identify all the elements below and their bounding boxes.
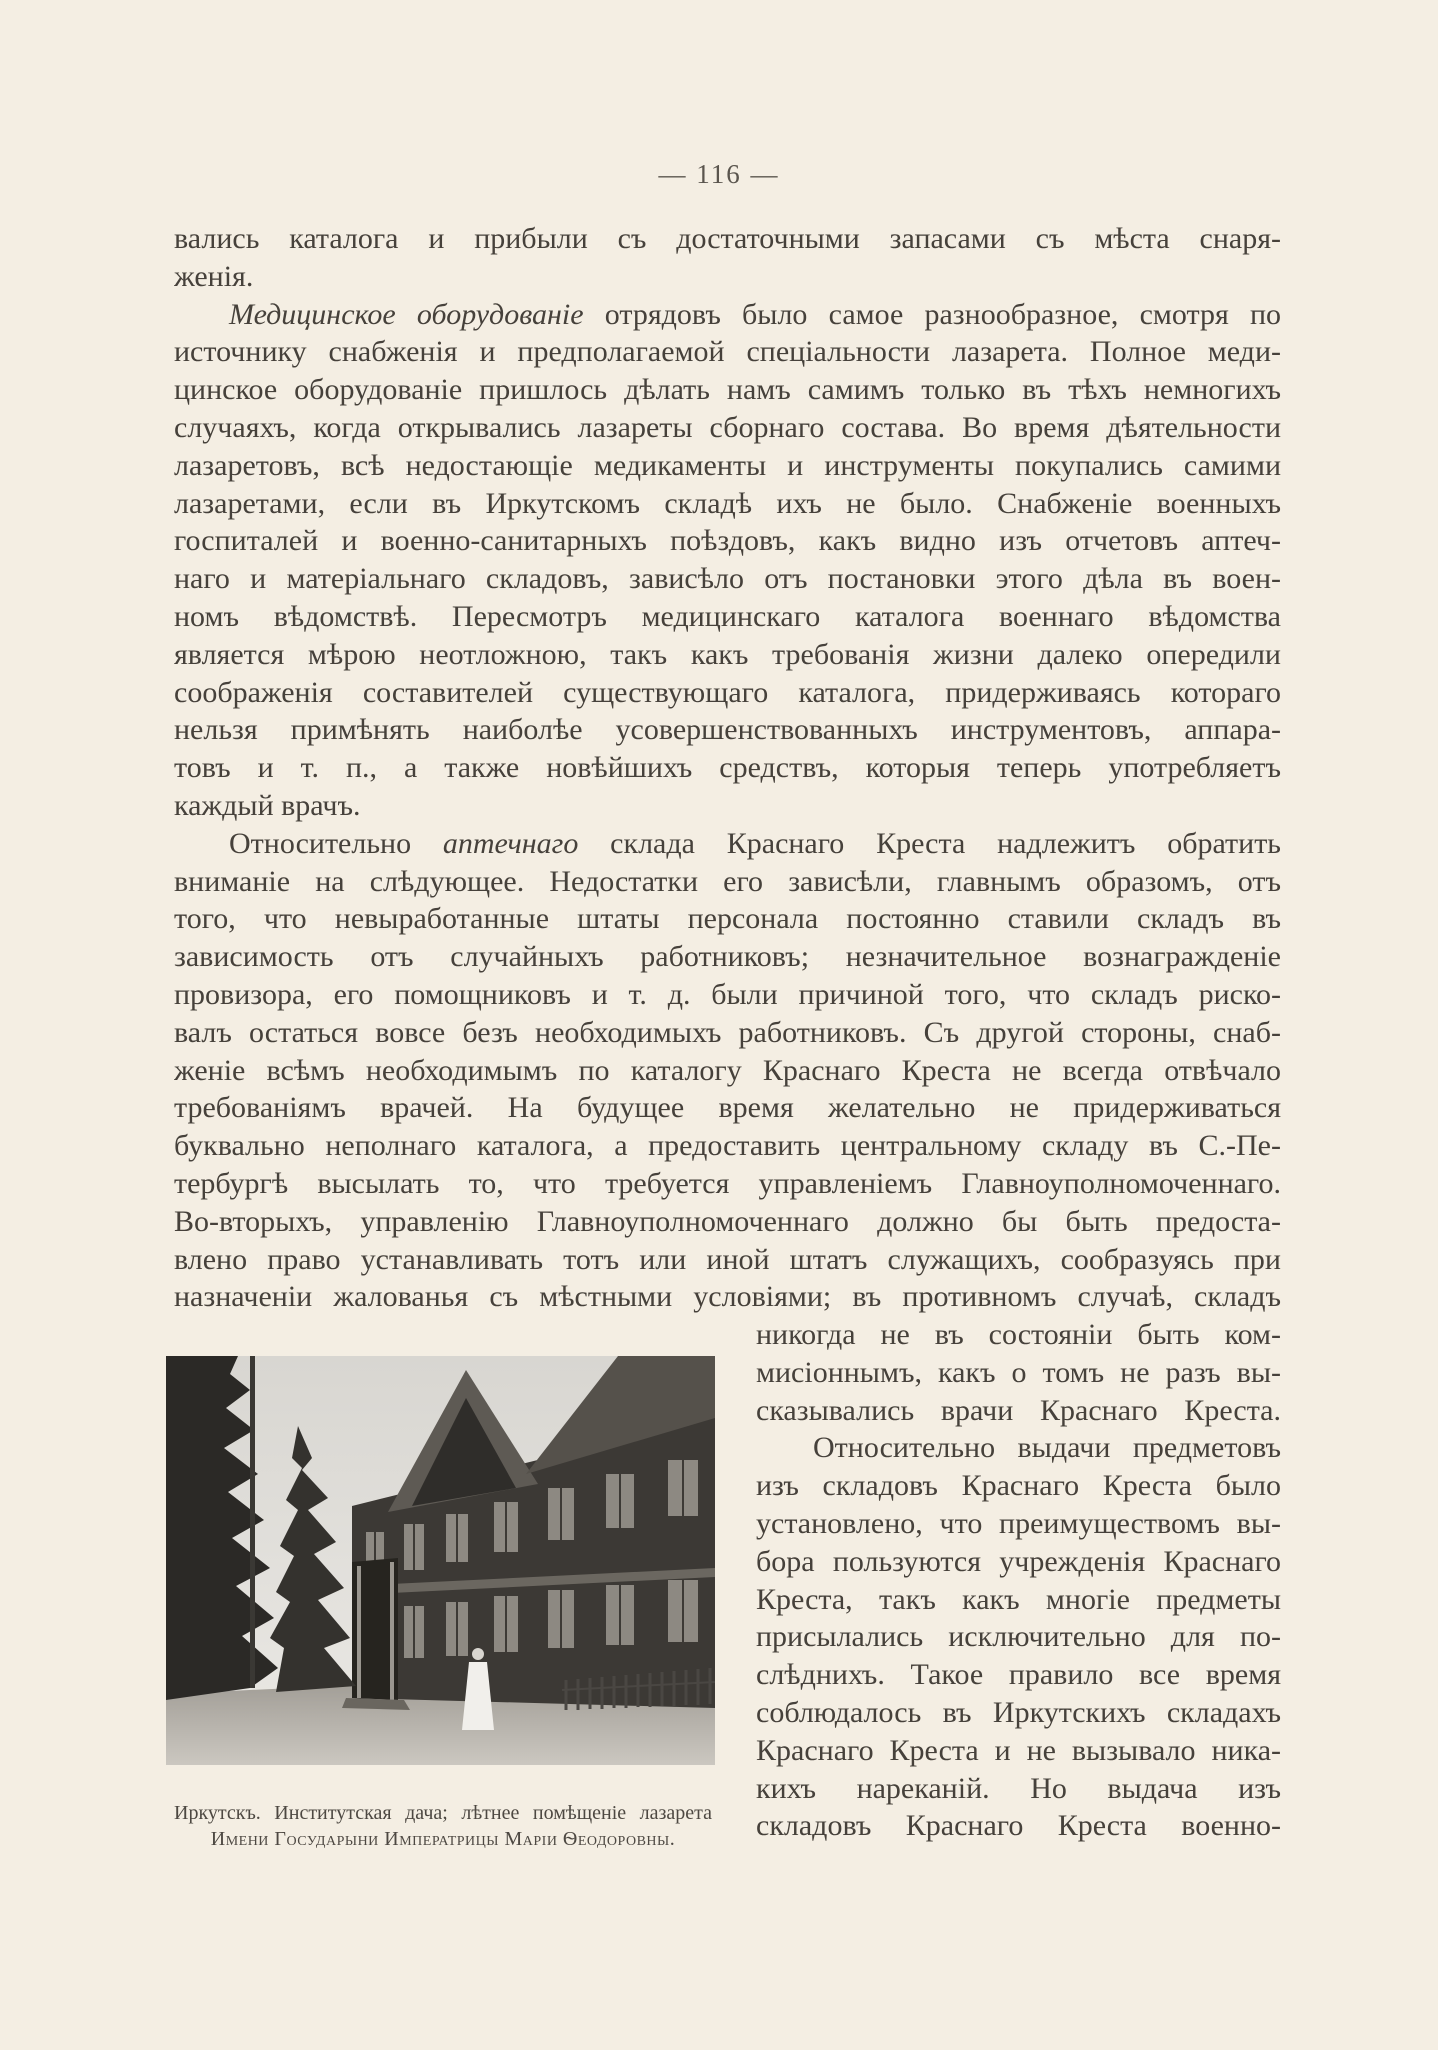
text-line: является мѣрою неотложною, такъ какъ требованія жизни далеко опередили [174, 637, 1281, 671]
text-line: сказывались врачи Краснаго Креста. [756, 1393, 1281, 1427]
text-line: Относительно выдачи предметовъ [813, 1431, 1281, 1465]
text-line [174, 296, 1281, 334]
text-line: требованіямъ врачей. На будущее время желательно не придерживаться [174, 1091, 1281, 1125]
text-span: склада Краснаго Креста надлежитъ обратить [578, 826, 1281, 860]
text-line: тербургѣ высылать то, что требуется управленіемъ Главноуполномоченнаго. [174, 1166, 1281, 1200]
caption-line: Имени Государыни Императрицы Маріи Ѳеодоровны. [210, 1828, 676, 1850]
text-line: зависимость отъ случайныхъ работниковъ; незначительное вознагражденіе [174, 940, 1281, 974]
text-line: влено право устанавливать тотъ или иной штатъ служащихъ, сообразуясь при [174, 1242, 1281, 1276]
page-number: — 116 — [658, 159, 780, 189]
text-line: женія. [174, 259, 254, 293]
text-line: установлено, что преимуществомъ вы- [756, 1506, 1281, 1540]
text-line: присылались исключительно для по- [756, 1620, 1281, 1654]
text-span: Относительно [229, 826, 443, 860]
text-line: кихъ нареканій. Но выдача изъ [756, 1771, 1281, 1805]
porch-pillar [390, 1562, 394, 1700]
text-line: источнику снабженія и предполагаемой спеціальности лазарета. Полное меди- [174, 335, 1281, 369]
text-line: каждый врачъ. [174, 788, 361, 822]
text-line: никогда не въ состояніи быть ком- [756, 1318, 1281, 1351]
text-line [174, 825, 1281, 863]
italic-phrase: аптечнаго [442, 826, 579, 860]
text-line: вниманіе на слѣдующее. Недостатки его зависѣли, главнымъ образомъ, отъ [174, 864, 1281, 898]
text-line: буквально неполнаго каталога, а предоставить центральному складу въ С.-Пе- [174, 1129, 1281, 1163]
text-line: Во-вторыхъ, управленію Главноуполномоченнаго должно бы быть предоста- [174, 1204, 1281, 1238]
figure-caption [174, 1800, 712, 1852]
text-line: соображенія составителей существующаго каталога, придерживаясь котораго [174, 675, 1281, 709]
text-line: Креста, такъ какъ многіе предметы [756, 1582, 1281, 1616]
text-line: провизора, его помощниковъ и т. д. были причиной того, что складъ риско- [174, 977, 1281, 1011]
text-line: номъ вѣдомствѣ. Пересмотръ медицинскаго каталога военнаго вѣдомства [174, 599, 1281, 633]
text-line: вались каталога и прибыли съ достаточными запасами съ мѣста снаря- [174, 222, 1281, 255]
text-line: товъ и т. п., а также новѣйшихъ средствъ, которыя теперь употребляетъ [174, 751, 1281, 785]
text-line: госпиталей и военно-санитарныхъ поѣздовъ, какъ видно изъ отчетовъ аптеч- [174, 524, 1281, 558]
figure-head [472, 1648, 484, 1660]
photograph [166, 1356, 715, 1765]
text-line: случаяхъ, когда открывались лазареты сборнаго состава. Во время дѣятельности [174, 410, 1281, 444]
text-line: нельзя примѣнять наиболѣе усовершенствованныхъ инструментовъ, аппара- [174, 713, 1281, 747]
text-line: женіе всѣмъ необходимымъ по каталогу Краснаго Креста не всегда отвѣчало [174, 1053, 1281, 1087]
side-text-column [756, 1316, 1281, 1845]
text-line: Краснаго Креста и не вызывало ника- [756, 1733, 1281, 1767]
caption-line: Иркутскъ. Институтская дача; лѣтнее помѣщеніе лазарета [174, 1802, 712, 1824]
text-line: изъ складовъ Краснаго Креста было [756, 1469, 1281, 1503]
text-line: цинское оборудованіе пришлось дѣлать намъ самимъ только въ тѣхъ немногихъ [174, 373, 1281, 407]
main-text-column [174, 220, 1281, 1316]
text-line: назначеніи жалованья съ мѣстными условіями; въ противномъ случаѣ, складъ [174, 1280, 1281, 1314]
text-span: отрядовъ было самое разнообразное, смотря по [583, 297, 1281, 331]
text-line: лазаретовъ, всѣ недостающіе медикаменты и инструменты покупались самими [174, 448, 1281, 482]
text-line: лазаретами, если въ Иркутскомъ складѣ ихъ не было. Снабженіе военныхъ [174, 486, 1281, 520]
text-line: мисіоннымъ, какъ о томъ не разъ вы- [756, 1355, 1281, 1389]
text-line: складовъ Краснаго Креста военно- [756, 1809, 1281, 1843]
text-line: бора пользуются учрежденія Краснаго [756, 1544, 1281, 1578]
porch-pillar [357, 1566, 361, 1698]
text-line: того, что невыработанные штаты персонала постоянно ставили складъ въ [174, 902, 1281, 936]
italic-phrase: Медицинское оборудованіе [229, 297, 584, 331]
text-line: слѣднихъ. Такое правило все время [756, 1658, 1281, 1692]
text-line: валъ остаться вовсе безъ необходимыхъ работниковъ. Съ другой стороны, снаб- [174, 1015, 1281, 1049]
text-line: наго и матеріальнаго складовъ, зависѣло отъ постановки этого дѣла въ воен- [174, 562, 1281, 596]
tree-trunk [250, 1356, 255, 1688]
text-line: соблюдалось въ Иркутскихъ складахъ [756, 1695, 1281, 1729]
